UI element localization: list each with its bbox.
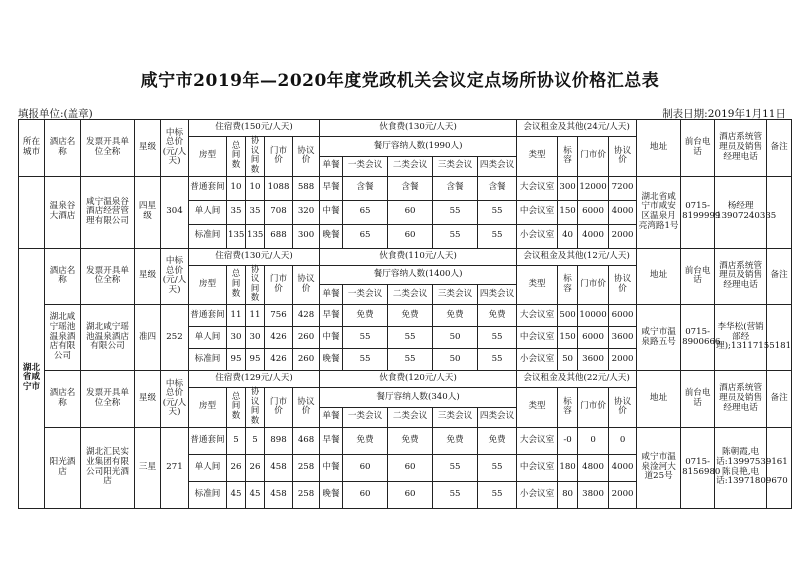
meal-price-class-3: 含餐 [433,176,478,200]
meal-price-class-4: 55 [478,349,517,371]
header-star-rating: 星级 [135,248,161,305]
meal-price-class-4: 55 [478,200,517,224]
header-room-type: 房型 [189,137,227,177]
manager-contact: 陈朝霞,电话:13997539161陈良艳,电话:13971809670 [715,427,767,508]
venue-rack-price: 10000 [578,305,609,327]
header-conf-class-1: 一类会议 [343,156,388,176]
header-agreed-price: 协议价 [293,137,320,177]
meal-price-class-4: 55 [478,224,517,248]
meal-fee-header: 伙食费(110元/人天) [320,248,517,265]
front-desk-phone: 0715-8156980 [681,427,715,508]
bid-total: 304 [161,176,189,248]
invoice-unit: 湖北汇民实业集团有限公司阳光酒店 [81,427,135,508]
header-venue-agreed-price: 协议价 [609,265,637,305]
header-venue-rack-price: 门市价 [578,265,609,305]
note-cell [767,305,792,371]
room-agreed-price: 258 [293,481,320,508]
venue-agreed-price: 2000 [609,349,637,371]
venue-standard-capacity: 150 [558,200,578,224]
meal-price-class-2: 60 [388,454,433,481]
header-conf-class-3: 三类会议 [433,407,478,427]
front-desk-phone: 0715-8900666 [681,305,715,371]
room-agreed-price: 300 [293,224,320,248]
header-row [19,120,792,137]
header-total-rooms: 总间数 [227,388,246,428]
venue-agreed-price: 3600 [609,327,637,349]
venue-standard-capacity: -0 [558,427,578,454]
venue-standard-capacity: 180 [558,454,578,481]
venue-type: 中会议室 [517,327,558,349]
front-desk-phone: 0715-8199999 [681,176,715,248]
lodging-fee-header: 住宿费(150元/人天) [189,120,320,137]
meal-price-class-4: 免费 [478,305,517,327]
venue-standard-capacity: 150 [558,327,578,349]
star-rating: 四星级 [135,176,161,248]
venue-fee-header: 会议租金及其他(24元/人天) [517,120,637,137]
capacity-value: (1990人) [425,140,463,151]
invoice-unit: 咸宁温泉谷酒店经营管理有限公司 [81,176,135,248]
header-room-type: 房型 [189,265,227,305]
venue-standard-capacity: 80 [558,481,578,508]
meal-price-class-2: 55 [388,349,433,371]
meal-price-class-3: 55 [433,481,478,508]
room-total-count: 135 [227,224,246,248]
room-agreed-price: 320 [293,200,320,224]
header-venue-type: 类型 [517,137,558,177]
manager-contact: 李华松(营销部经理);13117155181 [715,305,767,371]
room-total-count: 30 [227,327,246,349]
meal-price-class-4: 55 [478,481,517,508]
restaurant-capacity [320,265,517,285]
invoice-unit: 湖北咸宁瑶池温泉酒店有限公司 [81,305,135,371]
venue-rack-price: 4800 [578,454,609,481]
room-type: 标准间 [189,349,227,371]
price-summary-table [18,119,792,509]
room-agreed-price: 260 [293,327,320,349]
header-total-rooms: 总间数 [227,137,246,177]
venue-rack-price: 3800 [578,481,609,508]
capacity-value: (1400人) [425,269,463,280]
venue-agreed-price: 2000 [609,481,637,508]
data-row [19,305,792,327]
document-title: 咸宁市2019年—2020年度党政机关会议定点场所协议价格汇总表 [140,71,660,91]
room-total-count: 35 [227,200,246,224]
header-rack-price: 门市价 [265,137,293,177]
meal-price-class-3: 免费 [433,427,478,454]
header-invoice-unit: 发票开具单位全称 [81,120,135,177]
room-agreed-price: 260 [293,349,320,371]
venue-fee-header: 会议租金及其他(22元/人天) [517,371,637,388]
header-star-rating: 星级 [135,120,161,177]
room-agreed-count: 26 [246,454,265,481]
lodging-fee-header: 住宿费(129元/人天) [189,371,320,388]
header-conf-class-2: 二类会议 [388,285,433,305]
meal-name: 早餐 [320,305,343,327]
venue-type: 大会议室 [517,305,558,327]
star-rating: 三星 [135,427,161,508]
hotel-name: 阳光酒店 [45,427,81,508]
venue-agreed-price: 6000 [609,305,637,327]
venue-agreed-price: 4000 [609,454,637,481]
room-total-count: 26 [227,454,246,481]
venue-fee-header: 会议租金及其他(12元/人天) [517,248,637,265]
venue-type: 大会议室 [517,176,558,200]
header-star-rating: 星级 [135,371,161,428]
header-hotel-name: 酒店名称 [45,371,81,428]
meal-price-class-2: 60 [388,224,433,248]
meal-price-class-4: 55 [478,327,517,349]
hotel-name: 湖北咸宁瑶池温泉酒店有限公司 [45,305,81,371]
room-total-count: 11 [227,305,246,327]
meal-name: 早餐 [320,427,343,454]
venue-agreed-price: 0 [609,427,637,454]
meal-price-class-3: 55 [433,454,478,481]
meal-fee-header: 伙食费(130元/人天) [320,120,517,137]
meal-name: 晚餐 [320,349,343,371]
meal-price-class-1: 免费 [343,427,388,454]
city-cell-blank [19,176,45,248]
meal-fee-header: 伙食费(120元/人天) [320,371,517,388]
meal-price-class-4: 含餐 [478,176,517,200]
room-rack-price: 1088 [265,176,293,200]
venue-agreed-price: 7200 [609,176,637,200]
room-agreed-count: 95 [246,349,265,371]
header-conf-class-1: 一类会议 [343,285,388,305]
meal-price-class-4: 免费 [478,427,517,454]
header-standard-capacity: 标容 [558,137,578,177]
room-total-count: 45 [227,481,246,508]
header-venue-agreed-price: 协议价 [609,137,637,177]
header-note: 备注 [767,371,792,428]
header-hotel-name: 酒店名称 [45,120,81,177]
room-rack-price: 756 [265,305,293,327]
meal-price-class-3: 50 [433,327,478,349]
meal-price-class-1: 65 [343,200,388,224]
header-city: 所在城市 [19,120,45,177]
table-date: 制表日期:2019年1月11日 [662,108,786,120]
header-address: 地址 [637,248,681,305]
header-agreed-rooms: 协议间数 [246,388,265,428]
venue-agreed-price: 2000 [609,224,637,248]
note-cell [767,427,792,508]
meal-price-class-1: 60 [343,454,388,481]
room-rack-price: 898 [265,427,293,454]
meal-price-class-1: 含餐 [343,176,388,200]
venue-rack-price: 0 [578,427,609,454]
meal-price-class-3: 55 [433,200,478,224]
room-type: 普通套间 [189,427,227,454]
room-agreed-count: 45 [246,481,265,508]
room-agreed-price: 428 [293,305,320,327]
capacity-label: 餐厅容纳人数 [376,391,428,402]
header-invoice-unit: 发票开具单位全称 [81,371,135,428]
header-agreed-rooms: 协议间数 [246,137,265,177]
room-rack-price: 458 [265,454,293,481]
header-conf-class-4: 四类会议 [478,156,517,176]
header-conf-class-3: 三类会议 [433,285,478,305]
meal-price-class-3: 55 [433,224,478,248]
bid-total: 271 [161,427,189,508]
venue-type: 小会议室 [517,349,558,371]
header-row [19,248,792,265]
price-summary-body [19,120,792,509]
header-note: 备注 [767,120,792,177]
header-invoice-unit: 发票开具单位全称 [81,248,135,305]
header-agreed-rooms: 协议间数 [246,265,265,305]
header-room-type: 房型 [189,388,227,428]
header-front-desk-phone: 前台电话 [681,371,715,428]
header-venue-type: 类型 [517,265,558,305]
room-agreed-price: 258 [293,454,320,481]
room-agreed-price: 468 [293,427,320,454]
manager-contact: 杨经理13907240335 [715,176,767,248]
room-rack-price: 426 [265,349,293,371]
header-row [19,371,792,388]
room-agreed-count: 135 [246,224,265,248]
city-name: 湖北省咸宁市 [19,248,45,508]
room-type: 单人间 [189,454,227,481]
meal-price-class-2: 含餐 [388,176,433,200]
room-agreed-count: 5 [246,427,265,454]
header-manager-phone: 酒店系统管理员及销售经理电话 [715,120,767,177]
meal-price-class-4: 55 [478,454,517,481]
meal-name: 中餐 [320,454,343,481]
header-standard-capacity: 标容 [558,265,578,305]
venue-standard-capacity: 300 [558,176,578,200]
room-total-count: 95 [227,349,246,371]
meal-price-class-2: 60 [388,481,433,508]
venue-type: 大会议室 [517,427,558,454]
hotel-address: 咸宁市温泉淦河大道25号 [637,427,681,508]
lodging-fee-header: 住宿费(130元/人天) [189,248,320,265]
room-rack-price: 458 [265,481,293,508]
restaurant-capacity [320,137,517,157]
room-type: 标准间 [189,224,227,248]
room-type: 普通套间 [189,305,227,327]
room-type: 单人间 [189,327,227,349]
meal-name: 早餐 [320,176,343,200]
venue-standard-capacity: 50 [558,349,578,371]
star-rating: 准四 [135,305,161,371]
meal-price-class-2: 60 [388,200,433,224]
venue-rack-price: 6000 [578,327,609,349]
room-agreed-count: 10 [246,176,265,200]
header-conf-class-4: 四类会议 [478,285,517,305]
header-hotel-name: 酒店名称 [45,248,81,305]
header-front-desk-phone: 前台电话 [681,120,715,177]
meal-price-class-1: 免费 [343,305,388,327]
capacity-label: 餐厅容纳人数 [373,269,426,280]
room-type: 单人间 [189,200,227,224]
room-total-count: 10 [227,176,246,200]
venue-type: 小会议室 [517,481,558,508]
header-meal: 单餐 [320,285,343,305]
header-standard-capacity: 标容 [558,388,578,428]
header-bid-total: 中标总价(元/人天) [161,248,189,305]
header-manager-phone: 酒店系统管理员及销售经理电话 [715,371,767,428]
hotel-address: 湖北省咸宁市咸安区温泉月亮湾路1号 [637,176,681,248]
venue-type: 小会议室 [517,224,558,248]
venue-rack-price: 12000 [578,176,609,200]
room-total-count: 5 [227,427,246,454]
capacity-label: 餐厅容纳人数 [373,140,426,151]
room-rack-price: 426 [265,327,293,349]
venue-type: 中会议室 [517,454,558,481]
venue-agreed-price: 4000 [609,200,637,224]
meal-name: 中餐 [320,327,343,349]
header-bid-total: 中标总价(元/人天) [161,371,189,428]
venue-standard-capacity: 500 [558,305,578,327]
room-agreed-count: 11 [246,305,265,327]
meal-name: 晚餐 [320,224,343,248]
data-row [19,427,792,454]
meal-price-class-3: 50 [433,349,478,371]
header-rack-price: 门市价 [265,265,293,305]
meal-price-class-1: 60 [343,481,388,508]
meal-name: 中餐 [320,200,343,224]
header-agreed-price: 协议价 [293,388,320,428]
meal-name: 晚餐 [320,481,343,508]
room-agreed-price: 588 [293,176,320,200]
meal-price-class-3: 免费 [433,305,478,327]
header-venue-agreed-price: 协议价 [609,388,637,428]
header-rack-price: 门市价 [265,388,293,428]
room-rack-price: 708 [265,200,293,224]
fill-unit: 填报单位:(盖章) [18,108,93,120]
venue-rack-price: 6000 [578,200,609,224]
room-type: 标准间 [189,481,227,508]
venue-type: 中会议室 [517,200,558,224]
venue-standard-capacity: 40 [558,224,578,248]
header-conf-class-2: 二类会议 [388,407,433,427]
header-bid-total: 中标总价(元/人天) [161,120,189,177]
header-conf-class-3: 三类会议 [433,156,478,176]
capacity-value: (340人) [427,391,460,402]
header-agreed-price: 协议价 [293,265,320,305]
header-meal: 单餐 [320,407,343,427]
header-address: 地址 [637,120,681,177]
header-conf-class-1: 一类会议 [343,407,388,427]
header-venue-rack-price: 门市价 [578,388,609,428]
meal-price-class-2: 55 [388,327,433,349]
header-conf-class-2: 二类会议 [388,156,433,176]
restaurant-capacity [320,388,517,408]
venue-rack-price: 3600 [578,349,609,371]
header-venue-rack-price: 门市价 [578,137,609,177]
room-agreed-count: 30 [246,327,265,349]
meal-price-class-2: 免费 [388,427,433,454]
meal-price-class-1: 55 [343,349,388,371]
meal-price-class-1: 65 [343,224,388,248]
header-manager-phone: 酒店系统管理员及销售经理电话 [715,248,767,305]
meal-price-class-2: 免费 [388,305,433,327]
room-rack-price: 688 [265,224,293,248]
header-conf-class-4: 四类会议 [478,407,517,427]
room-agreed-count: 35 [246,200,265,224]
data-row [19,176,792,200]
header-meal: 单餐 [320,156,343,176]
header-front-desk-phone: 前台电话 [681,248,715,305]
room-type: 普通套间 [189,176,227,200]
venue-rack-price: 4000 [578,224,609,248]
header-venue-type: 类型 [517,388,558,428]
hotel-address: 咸宁市温泉路五号 [637,305,681,371]
header-note: 备注 [767,248,792,305]
header-total-rooms: 总间数 [227,265,246,305]
header-address: 地址 [637,371,681,428]
meal-price-class-1: 55 [343,327,388,349]
hotel-name: 温泉谷大酒店 [45,176,81,248]
bid-total: 252 [161,305,189,371]
